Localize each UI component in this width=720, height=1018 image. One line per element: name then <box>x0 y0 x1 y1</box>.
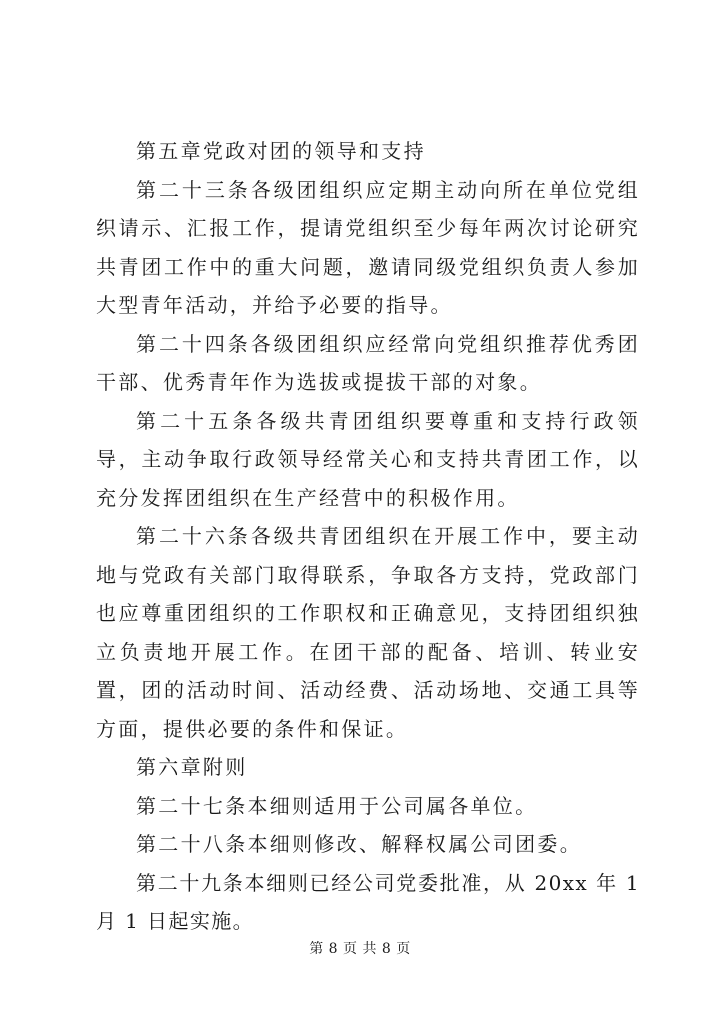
article-25-paragraph: 第二十五条各级共青团组织要尊重和支持行政领导，主动争取行政领导经常关心和支持共青团工作，以充分发挥团组织在生产经营中的积极作用。 <box>96 408 640 510</box>
article-26-paragraph: 第二十六条各级共青团组织在开展工作中，要主动地与党政有关部门取得联系，争取各方支持，党政部门也应尊重团组织的工作职权和正确意见，支持团组织独立负责地开展工作。在团干部的配备、培训、转业安置，团的活动时间、活动经费、活动场地、交通工具等方面，提供必要的条件和保证。 <box>96 524 640 741</box>
article-27-paragraph: 第二十七条本细则适用于公司属各单位。 <box>136 793 538 818</box>
article-24-paragraph: 第二十四条各级团组织应经常向党组织推荐优秀团干部、优秀青年作为选拔或提拔干部的对象。 <box>96 331 640 394</box>
article-23-paragraph: 第二十三条各级团组织应定期主动向所在单位党组织请示、汇报工作，提请党组织至少每年两次讨论研究共青团工作中的重大问题，邀请同级党组织负责人参加大型青年活动，并给予必要的指导。 <box>96 177 640 317</box>
article-29-paragraph: 第二十九条本细则已经公司党委批准，从 20xx 年 1 月 1 日起实施。 <box>96 870 640 933</box>
article-28-paragraph: 第二十八条本细则修改、解释权属公司团委。 <box>136 832 582 856</box>
page-number-footer: 第 8 页 共 8 页 <box>309 941 411 957</box>
document-body <box>96 132 640 941</box>
chapter-six-heading: 第六章附则 <box>136 755 248 779</box>
chapter-five-heading: 第五章党政对团的领导和支持 <box>136 139 426 163</box>
